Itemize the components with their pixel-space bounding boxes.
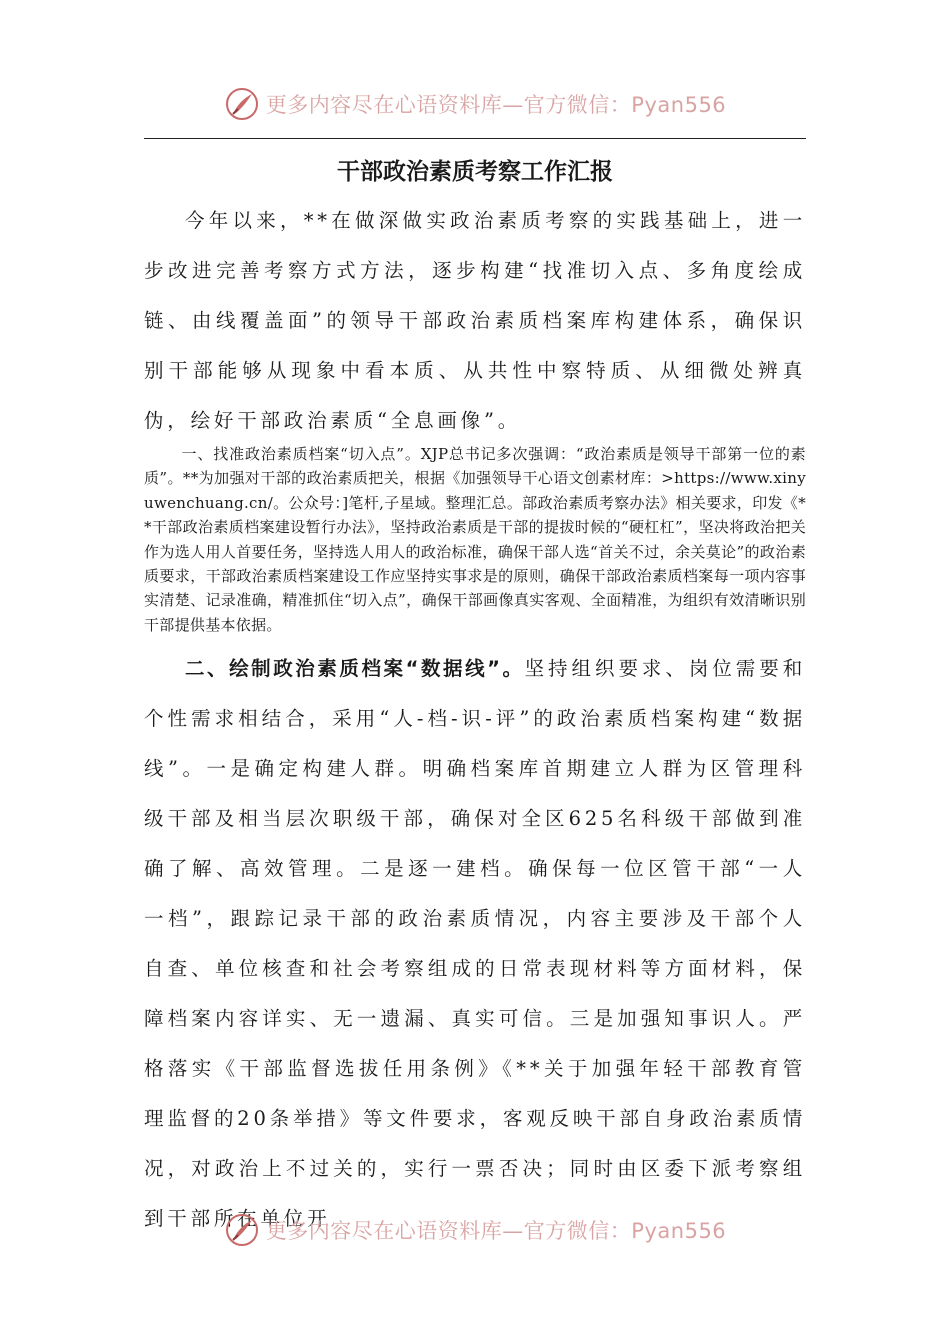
section-two-body: 坚持组织要求、岗位需要和个性需求相结合，采用“人-档-识-评”的政治素质档案构建“数据线”。一是确定构建人群。明确档案库首期建立人群为区管理科级干部及相当层次职级干部，确保对全区625名科级干部做到准确了解、高效管理。二是逐一建档。确保每一位区管干部“一人一档”，跟踪记录干部的政治素质情况，内容主要涉及干部个人自查、单位核查和社会考察组成的日常表现材料等方面材料，保障档案内容详实、无一遗漏、真实可信。三是加强知事识人。严格落实《干部监督选拔任用条例》《**关于加强年轻干部教育管理监督的20条举措》等文件要求，客观反映干部自身政治素质情况，对政治上不过关的，实行一票否决；同时由区委下派考察组到干部所在单位开 (144, 657, 806, 1230)
quill-logo-icon (224, 86, 260, 122)
section-two-heading: 二、绘制政治素质档案“数据线”。 (184, 657, 525, 680)
header-watermark-banner (0, 82, 950, 126)
header-divider (144, 138, 806, 139)
footer-watermark-text: 更多内容尽在心语资料库—官方微信：Pyan556 (265, 1219, 727, 1243)
header-watermark-text: 更多内容尽在心语资料库—官方微信：Pyan556 (265, 93, 727, 117)
quill-logo-icon (224, 1212, 260, 1248)
section-two-paragraph (144, 644, 806, 1244)
intro-paragraph: 今年以来，**在做深做实政治素质考察的实践基础上，进一步改进完善考察方式方法，逐步构建“找准切入点、多角度绘成链、由线覆盖面”的领导干部政治素质档案库构建体系，确保识别干部能够从现象中看本质、从共性中察特质、从细微处辨真伪，绘好干部政治素质“全息画像”。 (144, 209, 806, 432)
document-title: 干部政治素质考察工作汇报 (337, 158, 613, 185)
footer-watermark-banner (0, 1208, 950, 1252)
section-one-paragraph: 一、找准政治素质档案“切入点”。XJP总书记多次强调：“政治素质是领导干部第一位的素质”。**为加强对干部的政治素质把关，根据《加强领导干心语文创素材库：>https://www.xinyuwenchuang.cn/。公众号：]笔杆,子星域。整理汇总。部政治素质考察办法》相关要求，印发《**干部政治素质档案建设暂行办法》，坚持政治素质是干部的提拔时候的“硬杠杠”，坚决将政治把关作为选人用人首要任务，坚持选人用人的政治标准，确保干部人选“首关不过，余关莫论”的政治素质要求，干部政治素质档案建设工作应坚持实事求是的原则，确保干部政治素质档案每一项内容事实清楚、记录准确，精准抓住“切入点”，确保干部画像真实客观、全面精准，为组织有效清晰识别干部提供基本依据。 (144, 445, 806, 634)
